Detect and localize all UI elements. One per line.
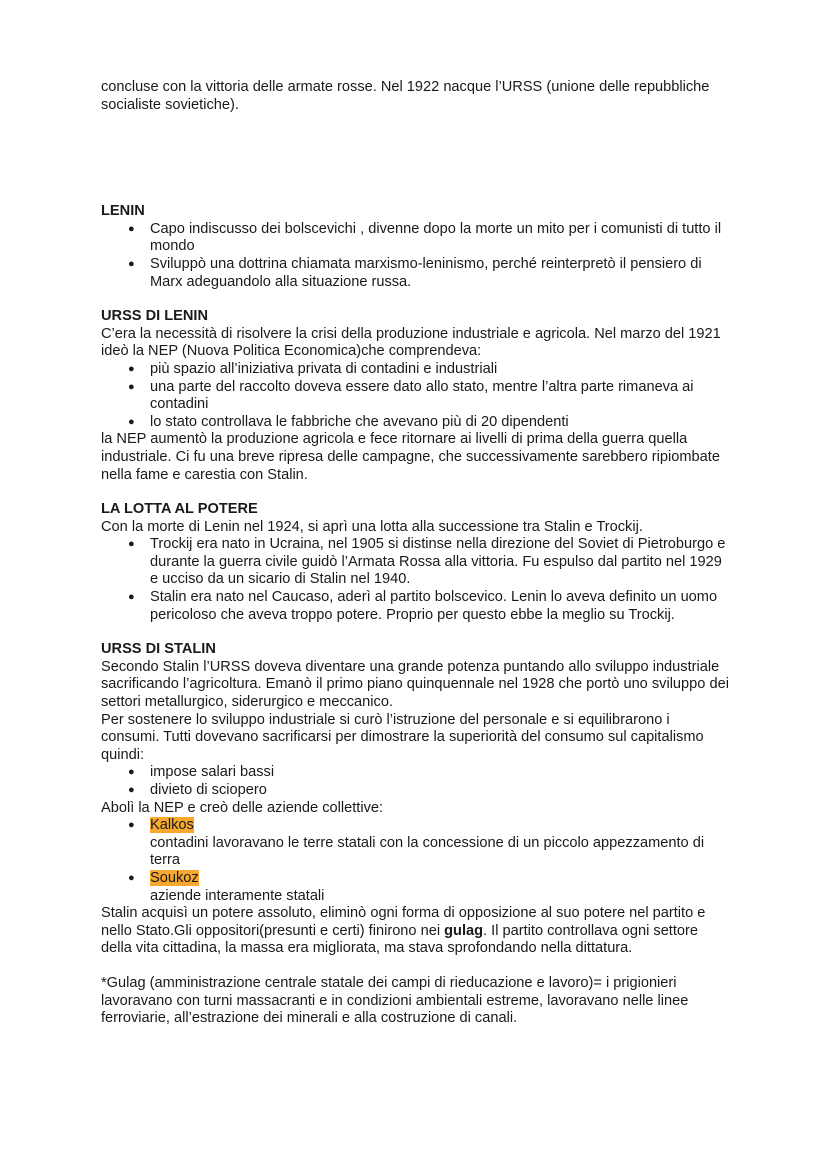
nep-list bbox=[101, 361, 731, 431]
bullet-icon: ● bbox=[128, 538, 135, 551]
urss-lenin-outro: la NEP aumentò la produzione agricola e fece ritornare ai livelli di prima della guerra quella industriale. Ci fu una breve ripresa delle campagne, che successivamente sarebbero ripiombate nella fame e carestia con Stalin. bbox=[101, 431, 720, 483]
lotta-intro: Con la morte di Lenin nel 1924, si aprì una lotta alla successione tra Stalin e Trockij. bbox=[101, 518, 643, 535]
soukoz-label: Soukoz bbox=[150, 869, 199, 886]
list-item: ● Stalin era nato nel Caucaso, aderì al partito bolscevico. Lenin lo aveva definito un uomo pericoloso che aveva troppo potere. Proprio per questo ebbe la meglio su Trockij. bbox=[128, 589, 718, 623]
list-item-kalkos bbox=[101, 817, 731, 870]
list-item: ● Sviluppò una dottrina chiamata marxismo-leninismo, perché reinterpretò il pensiero di Marx adeguandolo alla situazione russa. bbox=[128, 255, 702, 290]
urss-stalin-para4: Stalin acquisì un potere assoluto, eliminò ogni forma di opposizione al suo potere nel partito e nello Stato.Gli oppositori(presunti e certi) finirono nei gulag. Il partito controllava ogni settore della vita cittadina, la massa era migliorata, ma stava sprofondando nella dittatura. bbox=[101, 905, 706, 957]
list-item: ● divieto di sciopero bbox=[128, 782, 267, 798]
bullet-icon: ● bbox=[128, 257, 135, 270]
soukoz-desc: aziende interamente statali bbox=[150, 887, 325, 904]
collective-farms-list bbox=[101, 817, 731, 905]
section-title-lenin: LENIN bbox=[101, 203, 145, 220]
list-item: ● lo stato controllava le fabbriche che avevano più di 20 dipendenti bbox=[128, 413, 569, 430]
list-item: ● più spazio all’iniziativa privata di contadini e industriali bbox=[128, 360, 498, 377]
gulag-term: gulag bbox=[444, 922, 484, 939]
section-title-urss-stalin: URSS DI STALIN bbox=[101, 641, 216, 658]
stalin-measures-list bbox=[101, 764, 731, 799]
bullet-icon: ● bbox=[128, 871, 135, 884]
bullet-icon: ● bbox=[128, 591, 135, 604]
list-item: ● Capo indiscusso dei bolscevichi , divenne dopo la morte un mito per i comunisti di tutto il mondo bbox=[128, 220, 722, 255]
list-item: ● impose salari bassi bbox=[128, 764, 275, 781]
urss-stalin-para1: Secondo Stalin l’URSS doveva diventare una grande potenza puntando allo sviluppo industriale sacrificando l’agricoltura. Emanò il primo piano quinquennale nel 1928 che portò uno sviluppo dei settori metallurgico, siderurgico e meccanico. bbox=[101, 658, 729, 711]
list-item-soukoz bbox=[101, 870, 731, 905]
urss-lenin-intro: C’era la necessità di risolvere la crisi della produzione industriale e agricola. Nel marzo del 1921 ideò la NEP (Nuova Politica Economica)che comprendeva: bbox=[101, 325, 721, 360]
urss-stalin-para3: Abolì la NEP e creò delle aziende collettive: bbox=[101, 799, 384, 816]
intro-paragraph: concluse con la vittoria delle armate rosse. Nel 1922 nacque l’URSS (unione delle repubbliche socialiste sovietiche). bbox=[101, 79, 710, 113]
section-title-lotta: LA LOTTA AL POTERE bbox=[101, 501, 258, 518]
lotta-list bbox=[101, 536, 731, 624]
section-title-urss-lenin: URSS DI LENIN bbox=[101, 308, 209, 325]
kalkos-desc: contadini lavoravano le terre statali con la concessione di un piccolo appezzamento di terra bbox=[150, 834, 705, 869]
bullet-icon: ● bbox=[128, 380, 135, 393]
urss-stalin-para2: Per sostenere lo sviluppo industriale si curò l’istruzione del personale e si equilibrarono i consumi. Tutti dovevano sacrificarsi per dimostrare la superiorità del consumo sul capitalismo quindi: bbox=[101, 711, 704, 763]
footnote-gulag: *Gulag (amministrazione centrale statale dei campi di rieducazione e lavoro)= i prigionieri lavoravano con turni massacranti e in condizioni ambientali estreme, lavoravano nelle linee ferroviarie, all’estrazione dei minerali e alla costruzione di canali. bbox=[101, 974, 689, 1027]
bullet-icon: ● bbox=[128, 415, 135, 428]
list-item: ● Trockij era nato in Ucraina, nel 1905 si distinse nella direzione del Soviet di Pietroburgo e durante la guerra civile guidò l’Armata Rossa alla vittoria. Fu espulso dal partito nel 1929 e ucciso da un sicario di Stalin nel 1940. bbox=[128, 536, 726, 588]
list-item: ● una parte del raccolto doveva essere dato allo stato, mentre l’altra parte rimaneva ai contadini bbox=[128, 378, 694, 413]
bullet-icon: ● bbox=[128, 222, 135, 235]
kalkos-label: Kalkos bbox=[150, 817, 194, 834]
bullet-icon: ● bbox=[128, 819, 135, 832]
document-page bbox=[101, 79, 731, 1028]
bullet-icon: ● bbox=[128, 766, 135, 779]
bullet-icon: ● bbox=[128, 362, 135, 375]
bullet-icon: ● bbox=[128, 784, 135, 796]
lenin-list bbox=[101, 221, 731, 291]
